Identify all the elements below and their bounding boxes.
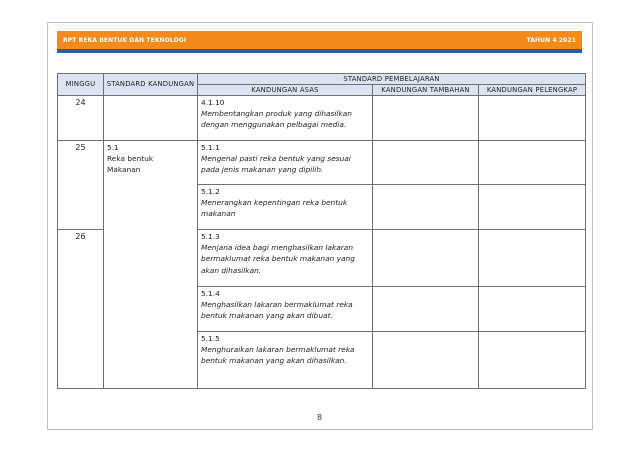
learning-desc: Menghasilkan lakaran bermaklumat reka bentuk makanan yang akan dibuat.: [201, 300, 353, 321]
tambahan-cell: [373, 185, 479, 230]
pelengkap-cell: [479, 185, 586, 230]
col-standard-pembelajaran: STANDARD PEMBELAJARAN: [198, 74, 586, 85]
asas-cell: [198, 185, 373, 230]
learning-code: 5.1.4: [201, 289, 220, 298]
learning-desc: Menghuraikan lakaran bermaklumat reka bentuk makanan yang akan dihasilkan.: [201, 345, 355, 366]
tambahan-cell: [373, 332, 479, 389]
tambahan-cell: [373, 230, 479, 287]
learning-code: 4.1.10: [201, 98, 225, 107]
learning-desc: Mengenal pasti reka bentuk yang sesuai pada jenis makanan yang dipilih.: [201, 154, 351, 175]
standard-code: 5.1: [107, 143, 119, 152]
header-bar: [57, 31, 582, 49]
learning-code: 5.1.1: [201, 143, 220, 152]
pelengkap-cell: [479, 230, 586, 287]
rpt-table: [57, 73, 586, 389]
pelengkap-cell: [479, 287, 586, 332]
header-underline: [57, 49, 582, 53]
table-row: [58, 141, 586, 185]
col-standard-kandungan: STANDARD KANDUNGAN: [104, 74, 198, 96]
page-number: 8: [316, 413, 323, 422]
col-kandungan-pelengkap: KANDUNGAN PELENGKAP: [479, 85, 586, 96]
tambahan-cell: [373, 96, 479, 141]
header-right-title: TAHUN 4 2021: [526, 36, 576, 44]
standard-empty-cell: [104, 96, 198, 141]
tambahan-cell: [373, 141, 479, 185]
header-left-title: RPT REKA BENTUK DAN TEKNOLOGI: [63, 36, 187, 44]
pelengkap-cell: [479, 141, 586, 185]
col-kandungan-asas: KANDUNGAN ASAS: [198, 85, 373, 96]
tambahan-cell: [373, 287, 479, 332]
week-cell: 24: [58, 96, 104, 141]
col-minggu: MINGGU: [58, 74, 104, 96]
pelengkap-cell: [479, 332, 586, 389]
learning-code: 5.1.5: [201, 334, 220, 343]
asas-cell: [198, 141, 373, 185]
learning-code: 5.1.3: [201, 232, 220, 241]
pelengkap-cell: [479, 96, 586, 141]
week-cell: 25: [58, 141, 104, 230]
asas-cell: [198, 332, 373, 389]
asas-cell: [198, 230, 373, 287]
asas-cell: [198, 96, 373, 141]
learning-code: 5.1.2: [201, 187, 220, 196]
col-kandungan-tambahan: KANDUNGAN TAMBAHAN: [373, 85, 479, 96]
week-cell: 26: [58, 230, 104, 389]
learning-desc: Membentangkan produk yang dihasilkan dengan menggunakan pelbagai media.: [201, 109, 352, 130]
standard-title: Reka bentuk Makanan: [107, 154, 154, 175]
learning-desc: Menerangkan kepentingan reka bentuk makanan: [201, 198, 348, 219]
standard-kandungan-cell: [104, 141, 198, 389]
table-row: [58, 96, 586, 141]
learning-desc: Menjana idea bagi menghasilkan lakaran bermaklumat reka bentuk makanan yang akan dihasilkan.: [201, 243, 355, 275]
asas-cell: [198, 287, 373, 332]
